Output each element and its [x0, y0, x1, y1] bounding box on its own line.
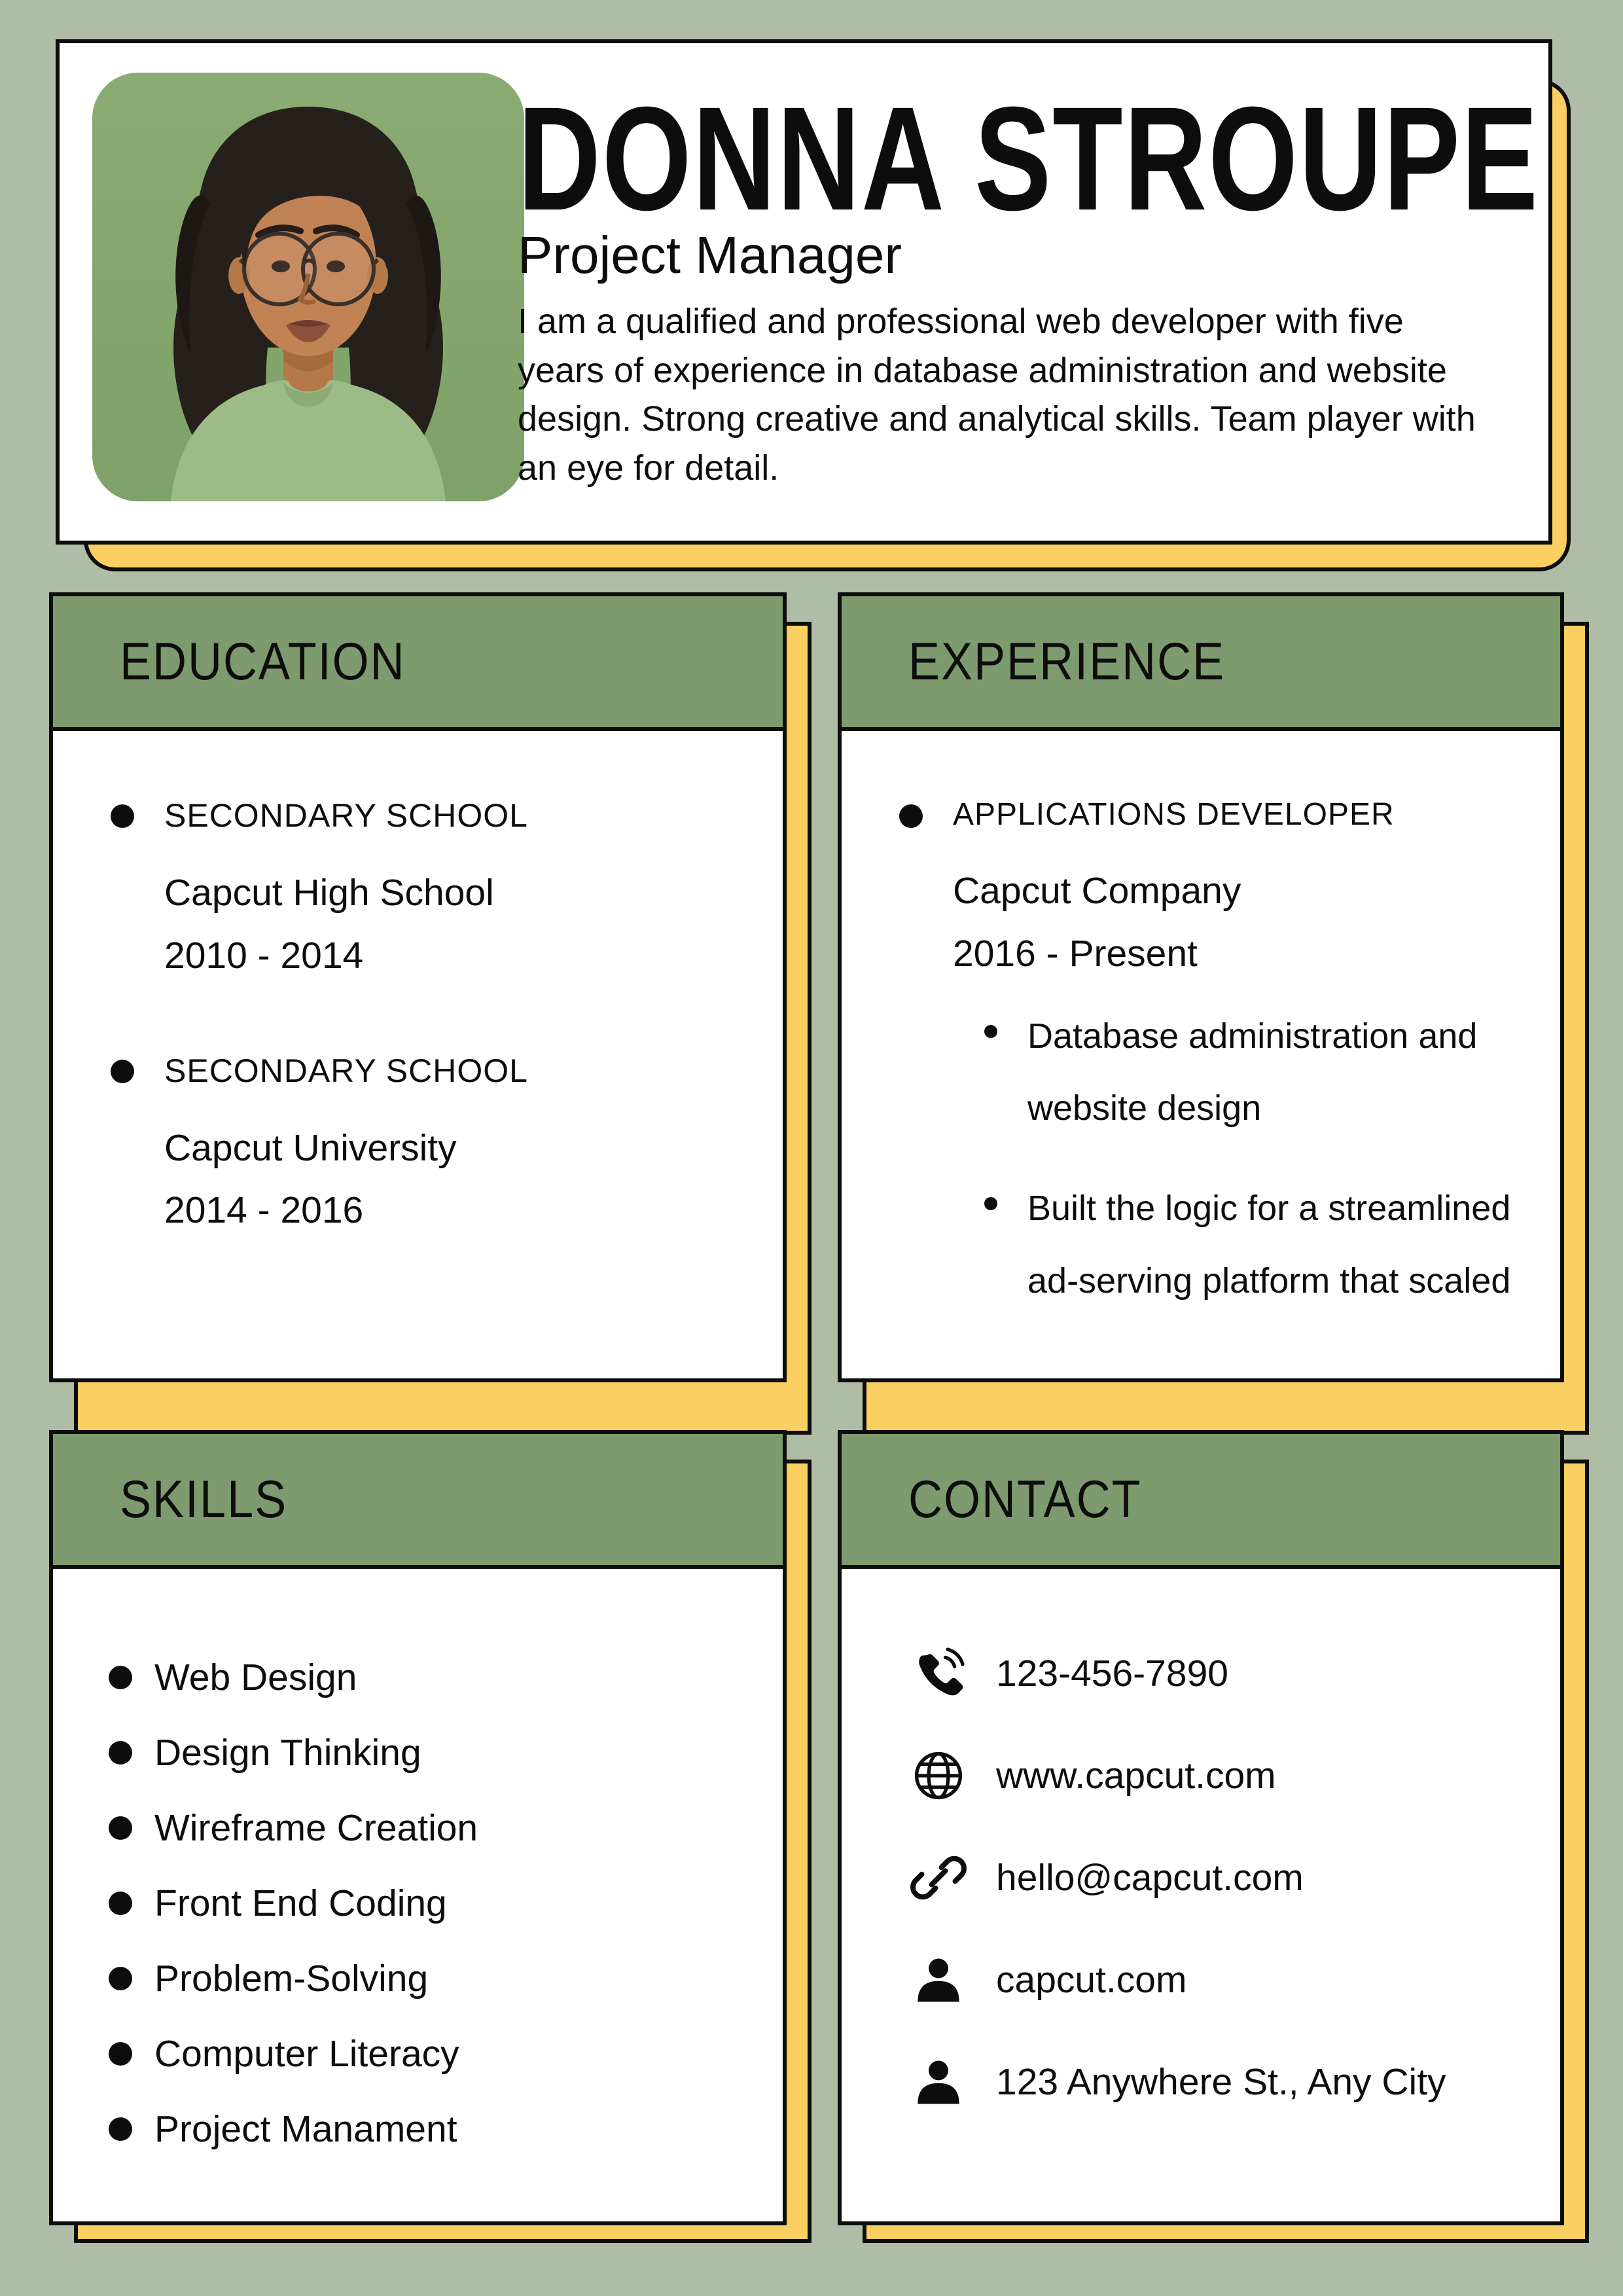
- contact-item-address: [907, 2051, 1534, 2113]
- contact-value-website: www.capcut.com: [996, 1755, 1276, 1797]
- skills-card: [49, 1430, 787, 2225]
- person-name: DONNA STROUPE: [518, 77, 1539, 242]
- education-item: [111, 797, 743, 988]
- skill-label: Web Design: [154, 1656, 357, 1698]
- skills-title: SKILLS: [120, 1470, 288, 1529]
- job-title: Project Manager: [518, 226, 902, 284]
- experience-highlight-text: Built the logic for a streamlined ad-serving platform that scaled: [1027, 1188, 1511, 1300]
- contact-item-website: [907, 1744, 1534, 1807]
- skill-label: Design Thinking: [154, 1731, 421, 1774]
- skill-item: [109, 1941, 757, 2016]
- skill-item: [109, 1715, 757, 1790]
- skill-item: [109, 1865, 757, 1941]
- header-card: [56, 39, 1552, 545]
- experience-company: Capcut Company: [953, 870, 1241, 912]
- education-card: [49, 592, 787, 1382]
- experience-item: [899, 797, 1521, 986]
- person-icon: [907, 2051, 970, 2113]
- bullet-icon: [111, 1060, 134, 1083]
- phone-icon: [907, 1642, 970, 1705]
- bullet-icon: [109, 1741, 132, 1765]
- education-item-text: [164, 1052, 528, 1243]
- profile-photo: [92, 73, 524, 501]
- contact-item-profile: [907, 1948, 1534, 2011]
- skill-item: [109, 1790, 757, 1865]
- experience-title: EXPERIENCE: [908, 632, 1226, 691]
- skill-label: Problem-Solving: [154, 1957, 429, 2000]
- sub-bullet-icon: [984, 1025, 997, 1038]
- education-school: Capcut University: [164, 1126, 457, 1169]
- skills-header: [53, 1434, 783, 1569]
- experience-body: [842, 731, 1560, 1317]
- skill-item: [109, 2091, 757, 2166]
- contact-value-email: hello@capcut.com: [996, 1857, 1304, 1899]
- experience-highlight: [984, 1172, 1521, 1317]
- bullet-icon: [109, 2117, 132, 2141]
- skill-label: Project Manament: [154, 2108, 457, 2150]
- education-degree: SECONDARY SCHOOL: [164, 1052, 528, 1089]
- experience-highlight-text: Database administration and website design: [1027, 1016, 1478, 1128]
- bullet-icon: [899, 804, 923, 828]
- contact-body: [842, 1569, 1560, 2113]
- education-title: EDUCATION: [120, 632, 406, 691]
- contact-header: [842, 1434, 1560, 1569]
- education-item: [111, 1052, 743, 1243]
- bullet-icon: [109, 1816, 132, 1840]
- sub-bullet-icon: [984, 1197, 997, 1210]
- education-item-text: [164, 797, 528, 988]
- profile-summary: I am a qualified and professional web developer with five years of experience in database administration and website design. Strong creative and analytical skills. Team player with an eye for detail.: [518, 302, 1476, 488]
- globe-icon: [907, 1744, 970, 1807]
- bullet-icon: [111, 804, 134, 828]
- contact-item-email: [907, 1846, 1534, 1909]
- education-degree: SECONDARY SCHOOL: [164, 797, 528, 834]
- skill-label: Front End Coding: [154, 1882, 447, 1924]
- skill-item: [109, 1640, 757, 1715]
- contact-item-phone: [907, 1642, 1534, 1705]
- education-period: 2010 - 2014: [164, 934, 364, 977]
- skills-body: [53, 1569, 783, 2166]
- skill-label: Computer Literacy: [154, 2032, 459, 2075]
- contact-value-profile: capcut.com: [996, 1959, 1187, 2001]
- skill-label: Wireframe Creation: [154, 1806, 478, 1849]
- bullet-icon: [109, 2042, 132, 2066]
- experience-period: 2016 - Present: [953, 932, 1198, 975]
- experience-highlights: [984, 1000, 1521, 1318]
- contact-value-address: 123 Anywhere St., Any City: [996, 2061, 1446, 2103]
- education-header: [53, 596, 783, 731]
- link-icon: [907, 1846, 970, 1909]
- education-body: [53, 731, 783, 1242]
- education-school: Capcut High School: [164, 872, 494, 914]
- experience-role: APPLICATIONS DEVELOPER: [953, 797, 1395, 832]
- contact-value-phone: 123-456-7890: [996, 1653, 1228, 1695]
- bullet-icon: [109, 1967, 132, 1990]
- experience-item-text: [953, 797, 1395, 986]
- contact-title: CONTACT: [908, 1470, 1142, 1529]
- experience-card: [838, 592, 1564, 1382]
- contact-card: [838, 1430, 1564, 2225]
- bullet-icon: [109, 1666, 132, 1689]
- bullet-icon: [109, 1892, 132, 1915]
- experience-header: [842, 596, 1560, 731]
- education-period: 2014 - 2016: [164, 1189, 364, 1232]
- person-icon: [907, 1948, 970, 2011]
- profile-photo-illustration: [92, 73, 524, 501]
- skill-item: [109, 2016, 757, 2091]
- experience-highlight: [984, 1000, 1521, 1145]
